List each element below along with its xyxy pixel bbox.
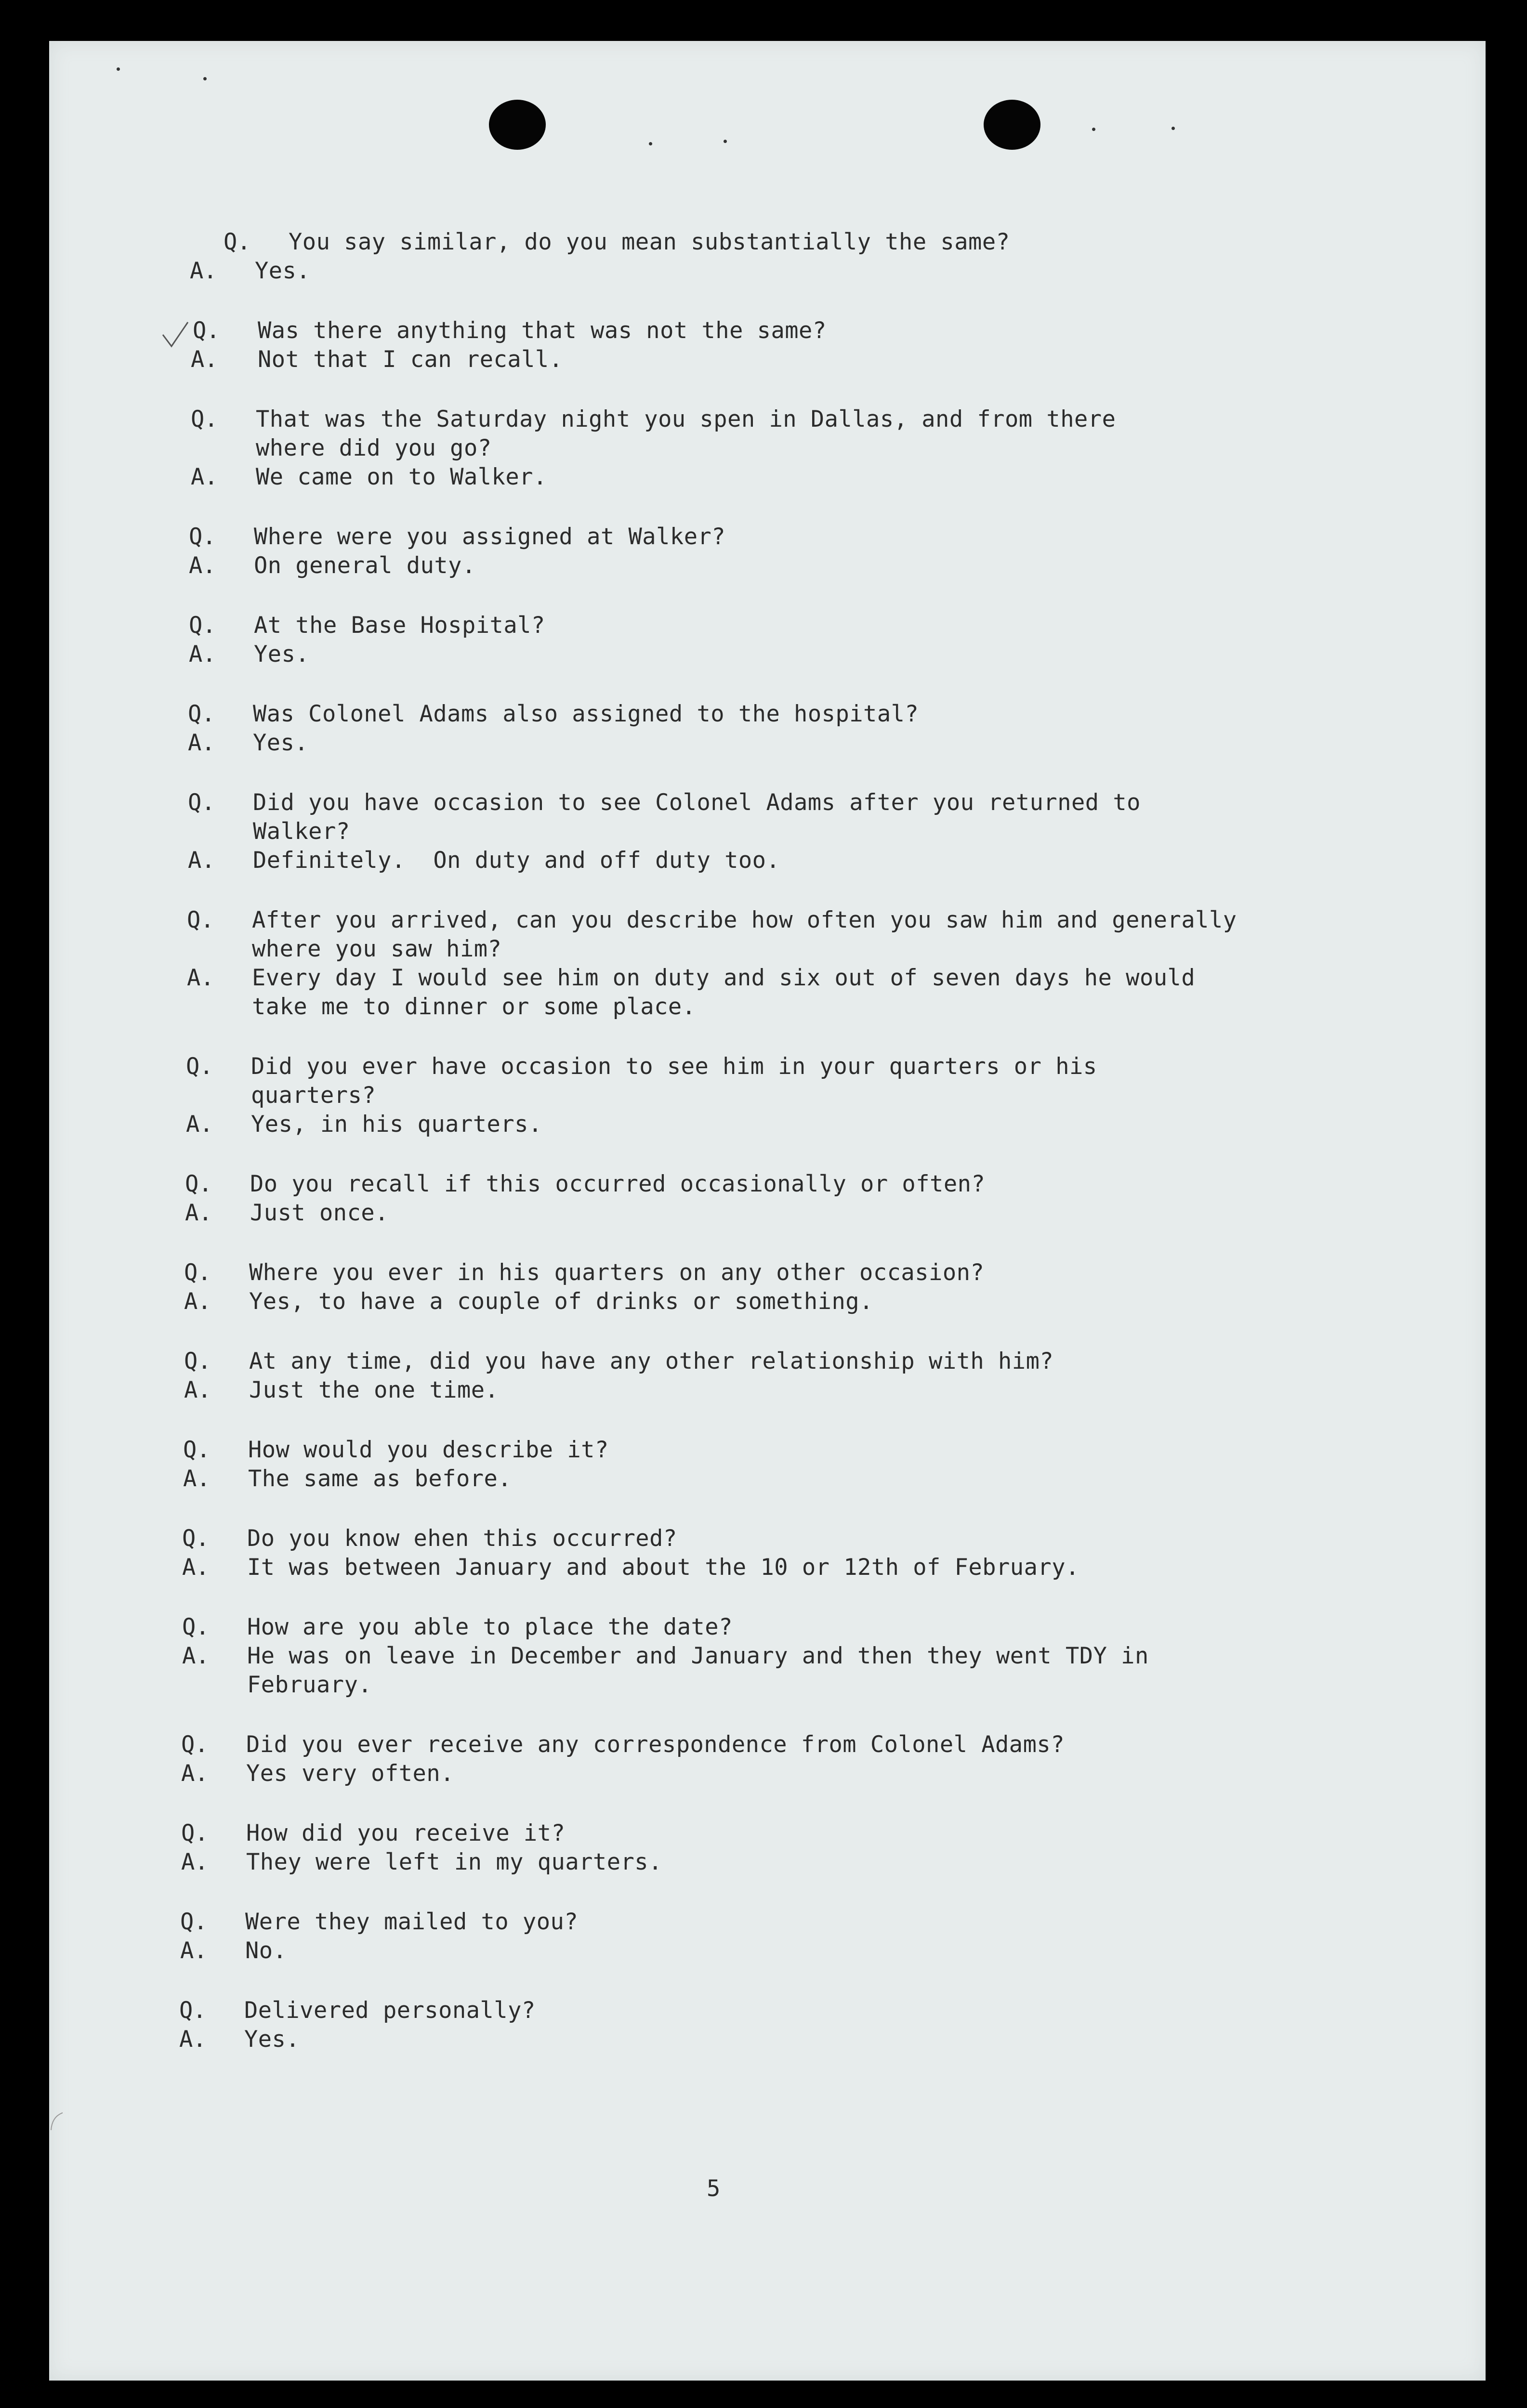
document-page: [49, 41, 1486, 2381]
answer-marker: A.: [183, 1466, 211, 1492]
question-text: where you saw him?: [252, 936, 502, 962]
question-text: Walker?: [253, 818, 350, 845]
question-text: Were they mailed to you?: [245, 1909, 579, 1935]
answer-marker: A.: [190, 258, 217, 284]
answer-text: Yes.: [253, 730, 309, 756]
answer-marker: A.: [182, 1643, 210, 1669]
answer-marker: A.: [185, 1200, 212, 1226]
answer-marker: A.: [189, 552, 216, 579]
answer-marker: A.: [191, 464, 218, 490]
answer-text: We came on to Walker.: [256, 464, 547, 490]
answer-marker: A.: [181, 1760, 209, 1787]
answer-text: Just once.: [250, 1200, 389, 1226]
question-text: Delivered personally?: [244, 1997, 536, 2024]
answer-marker: A.: [191, 346, 218, 373]
answer-marker: A.: [188, 730, 215, 756]
question-marker: Q.: [188, 789, 215, 816]
answer-text: It was between January and about the 10 or 12th of February.: [247, 1554, 1079, 1581]
question-marker: Q.: [181, 1731, 209, 1758]
answer-marker: A.: [184, 1288, 211, 1315]
question-marker: Q.: [187, 907, 214, 933]
answer-text: Every day I would see him on duty and six out of seven days he would: [252, 965, 1196, 991]
answer-marker: A.: [189, 641, 216, 667]
question-text: How would you describe it?: [248, 1437, 609, 1463]
answer-marker: A.: [181, 1849, 209, 1875]
answer-text: Yes, to have a couple of drinks or something.: [249, 1288, 873, 1315]
question-text: where did you go?: [256, 435, 492, 461]
answer-text: Yes, in his quarters.: [251, 1111, 542, 1138]
question-text: Was there anything that was not the same?: [258, 317, 827, 344]
question-text: Do you recall if this occurred occasionally or often?: [250, 1171, 986, 1197]
transcript-body: [49, 41, 1486, 2381]
answer-text: Not that I can recall.: [258, 346, 563, 373]
question-text: Do you know ehen this occurred?: [247, 1525, 677, 1552]
answer-marker: A.: [182, 1554, 210, 1581]
question-text: Did you ever receive any correspondence from Colonel Adams?: [246, 1731, 1065, 1758]
answer-text: Yes.: [255, 258, 311, 284]
question-text: Did you ever have occasion to see him in your quarters or his: [251, 1053, 1097, 1080]
answer-text: February.: [247, 1672, 372, 1698]
answer-text: Just the one time.: [249, 1377, 499, 1403]
answer-marker: A.: [186, 1111, 213, 1138]
question-marker: Q.: [184, 1348, 211, 1374]
answer-text: The same as before.: [248, 1466, 512, 1492]
question-marker: Q.: [189, 612, 216, 639]
question-marker: Q.: [179, 1997, 207, 2024]
answer-marker: A.: [180, 1937, 208, 1964]
question-marker: Q.: [185, 1171, 212, 1197]
question-marker: Q.: [186, 1053, 213, 1080]
question-marker: Q.: [184, 1259, 211, 1286]
question-text: How did you receive it?: [246, 1820, 566, 1846]
answer-text: He was on leave in December and January and then they went TDY in: [247, 1643, 1149, 1669]
question-marker: Q.: [189, 523, 216, 550]
question-text: Was Colonel Adams also assigned to the hospital?: [253, 701, 919, 727]
answer-marker: A.: [188, 847, 215, 874]
question-marker: Q.: [181, 1820, 209, 1846]
answer-text: No.: [245, 1937, 287, 1964]
question-text: How are you able to place the date?: [247, 1614, 733, 1640]
answer-text: Yes.: [244, 2026, 300, 2053]
question-text: At any time, did you have any other relationship with him?: [249, 1348, 1054, 1374]
question-text: Where you ever in his quarters on any other occasion?: [249, 1259, 985, 1286]
answer-text: On general duty.: [254, 552, 476, 579]
answer-text: Yes.: [254, 641, 310, 667]
answer-text: take me to dinner or some place.: [252, 994, 696, 1020]
answer-marker: A.: [187, 965, 214, 991]
question-marker: Q.: [191, 406, 218, 432]
question-text: At the Base Hospital?: [254, 612, 545, 639]
question-marker: Q.: [188, 701, 215, 727]
answer-text: Definitely. On duty and off duty too.: [253, 847, 780, 874]
page-number: 5: [707, 2175, 721, 2202]
question-text: Where were you assigned at Walker?: [254, 523, 726, 550]
answer-text: They were left in my quarters.: [246, 1849, 662, 1875]
question-text: After you arrived, can you describe how often you saw him and generally: [252, 907, 1237, 933]
question-marker: Q.: [193, 317, 220, 344]
question-marker: Q.: [182, 1525, 210, 1552]
question-marker: Q.: [183, 1437, 211, 1463]
question-text: Did you have occasion to see Colonel Adams after you returned to: [253, 789, 1141, 816]
answer-marker: A.: [179, 2026, 207, 2053]
question-marker: Q.: [180, 1909, 208, 1935]
answer-text: Yes very often.: [246, 1760, 454, 1787]
question-text: That was the Saturday night you spen in Dallas, and from there: [256, 406, 1116, 432]
answer-marker: A.: [184, 1377, 211, 1403]
question-marker: Q.: [182, 1614, 210, 1640]
question-text: You say similar, do you mean substantially the same?: [289, 229, 1010, 255]
question-text: quarters?: [251, 1082, 376, 1109]
question-marker: Q.: [224, 229, 251, 255]
